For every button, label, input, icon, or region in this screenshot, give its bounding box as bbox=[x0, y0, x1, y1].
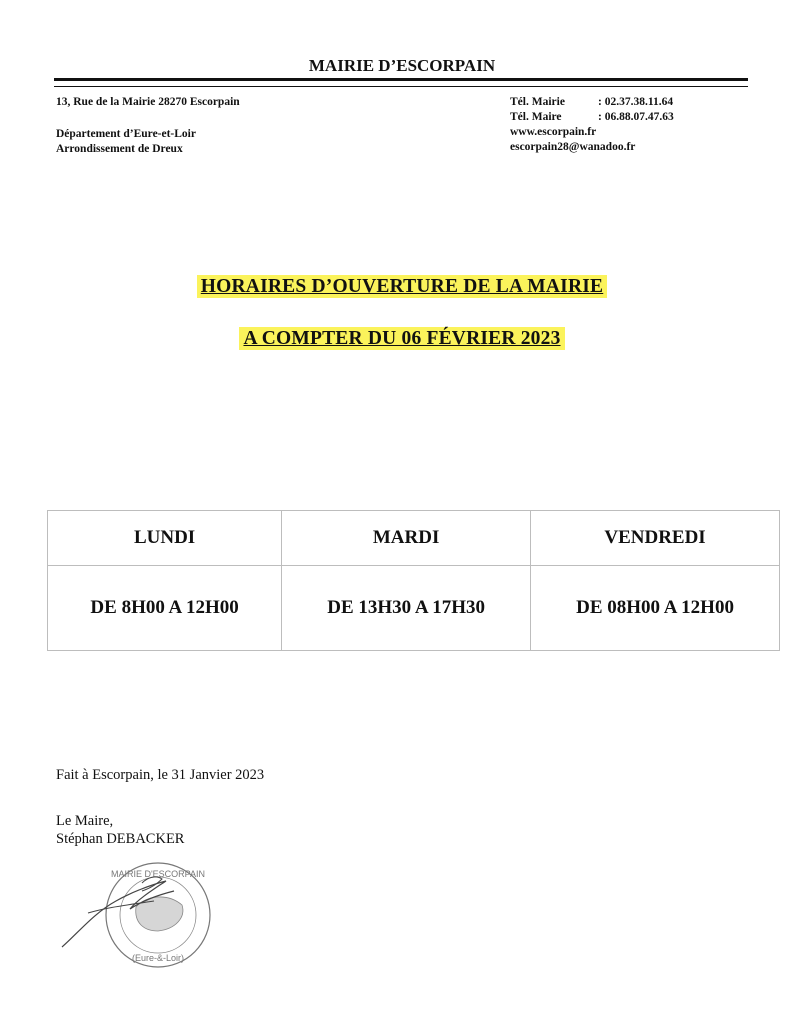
notice-line-1: HORAIRES D’OUVERTURE DE LA MAIRIE bbox=[197, 275, 607, 298]
contact-value: : 02.37.38.11.64 bbox=[598, 96, 674, 108]
signature-stamp bbox=[58, 855, 228, 980]
hours-cell: DE 8H00 A 12H00 bbox=[48, 566, 282, 651]
stamp-icon bbox=[58, 855, 228, 975]
contact-label: Tél. Maire bbox=[510, 111, 562, 123]
header-rule-thin bbox=[54, 86, 748, 87]
email-link[interactable]: escorpain28@wanadoo.fr bbox=[510, 141, 636, 153]
notice-subheading bbox=[0, 328, 804, 350]
hours-cell: DE 08H00 A 12H00 bbox=[531, 566, 780, 651]
notice-line-2: A COMPTER DU 06 FÉVRIER 2023 bbox=[239, 327, 564, 350]
day-cell: MARDI bbox=[282, 511, 531, 566]
address: 13, Rue de la Mairie 28270 Escorpain bbox=[56, 96, 240, 108]
svg-text:(Eure-&-Loir): (Eure-&-Loir) bbox=[131, 953, 185, 963]
contact-row bbox=[510, 110, 674, 125]
page-title: MAIRIE D’ESCORPAIN bbox=[308, 56, 496, 75]
hours-cell: DE 13H30 A 17H30 bbox=[282, 566, 531, 651]
contact-row bbox=[510, 95, 674, 110]
department: Département d’Eure-et-Loir bbox=[56, 128, 196, 140]
signatory-block bbox=[56, 812, 184, 848]
hours-row bbox=[48, 566, 780, 651]
website-link[interactable]: www.escorpain.fr bbox=[510, 126, 597, 138]
header-rule-thick bbox=[54, 78, 748, 81]
days-row bbox=[48, 511, 780, 566]
day-cell: VENDREDI bbox=[531, 511, 780, 566]
day-cell: LUNDI bbox=[48, 511, 282, 566]
contact-label: Tél. Mairie bbox=[510, 96, 565, 108]
notice-heading bbox=[0, 276, 804, 298]
department-block bbox=[56, 127, 196, 157]
contact-block bbox=[510, 95, 674, 155]
signatory-role: Le Maire, bbox=[56, 813, 114, 829]
arrondissement: Arrondissement de Dreux bbox=[56, 143, 183, 155]
svg-text:MAIRIE D'ESCORPAIN: MAIRIE D'ESCORPAIN bbox=[110, 869, 206, 879]
place-date: Fait à Escorpain, le 31 Janvier 2023 bbox=[56, 767, 265, 783]
contact-value: : 06.88.07.47.63 bbox=[598, 111, 674, 123]
schedule-table bbox=[47, 510, 780, 651]
signatory-name: Stéphan DEBACKER bbox=[56, 831, 185, 847]
